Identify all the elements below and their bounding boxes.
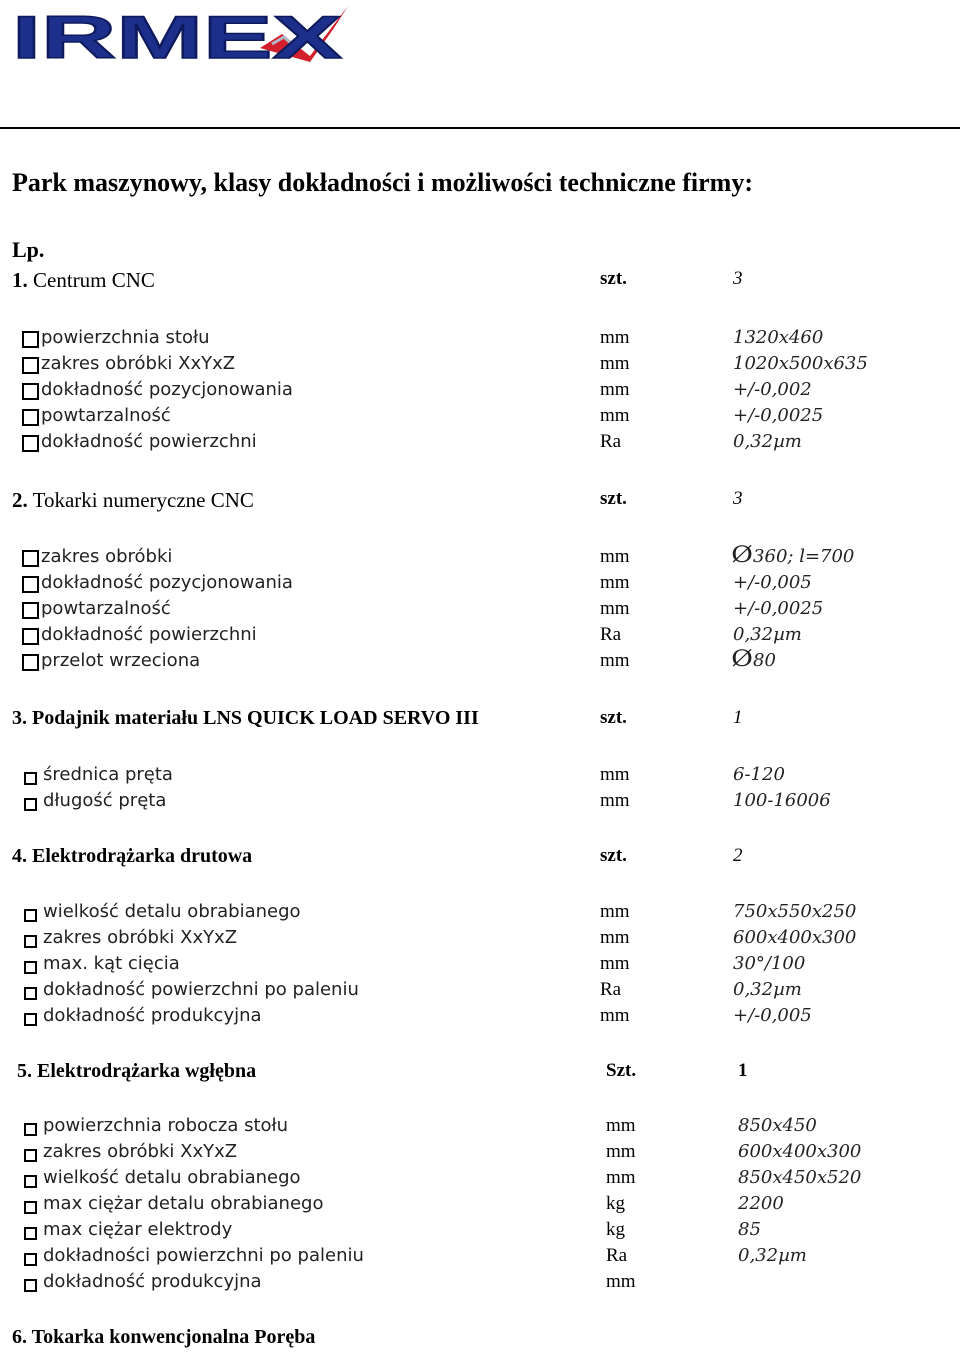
spec-row	[0, 1005, 960, 1031]
spec-unit: mm	[600, 546, 630, 567]
spec-label: wielkość detalu obrabianego	[43, 1167, 301, 1188]
spec-unit: mm	[600, 927, 630, 948]
spec-unit: Ra	[600, 624, 622, 645]
checkbox-icon	[22, 435, 39, 452]
checkbox-icon	[24, 1123, 37, 1136]
section-unit: szt.	[600, 488, 627, 509]
spec-label: długość pręta	[43, 790, 167, 811]
spec-unit: mm	[600, 379, 630, 400]
section-number: 2.	[12, 488, 28, 512]
checkbox-icon	[24, 961, 37, 974]
spec-label: max ciężar detalu obrabianego	[43, 1193, 324, 1214]
section-unit: Szt.	[606, 1060, 637, 1081]
checkbox-icon	[24, 1227, 37, 1240]
section-2-header	[0, 488, 960, 518]
lp-label: Lp.	[12, 237, 45, 262]
spec-label: dokładność powierzchni	[41, 624, 257, 645]
section-unit: szt.	[600, 268, 627, 289]
spec-row	[0, 598, 960, 624]
spec-value: 850x450	[738, 1115, 817, 1136]
spec-value: 6-120	[733, 764, 785, 785]
checkbox-icon	[22, 654, 39, 671]
spec-value: 30°/100	[733, 953, 806, 974]
checkbox-icon	[22, 383, 39, 400]
spec-row	[0, 927, 960, 953]
section-name: Podajnik materiału LNS QUICK LOAD SERVO III	[32, 707, 479, 729]
section-name: Tokarka konwencjonalna Poręba	[31, 1326, 316, 1348]
spec-value: 1320x460	[733, 327, 824, 348]
spec-row	[0, 405, 960, 431]
spec-row	[0, 431, 960, 457]
spec-value: 600x400x300	[733, 927, 857, 948]
spec-row	[0, 1141, 960, 1167]
checkbox-icon	[22, 602, 39, 619]
spec-value: 1020x500x635	[733, 353, 868, 374]
spec-label: przelot wrzeciona	[41, 650, 201, 671]
spec-unit: kg	[606, 1193, 625, 1214]
spec-unit: mm	[600, 953, 630, 974]
checkbox-icon	[24, 909, 37, 922]
spec-value: +/-0,005	[733, 1005, 812, 1026]
section-qty: 1	[733, 707, 743, 728]
checkbox-icon	[24, 1149, 37, 1162]
section-number: 3.	[12, 707, 27, 729]
checkbox-icon	[24, 1279, 37, 1292]
spec-label: powtarzalność	[41, 405, 171, 426]
spec-value: Ø360; l=700	[731, 543, 855, 568]
spec-row	[0, 953, 960, 979]
spec-value: +/-0,0025	[733, 598, 824, 619]
spec-value: 850x450x520	[738, 1167, 862, 1188]
spec-row	[0, 543, 960, 572]
section-qty: 2	[733, 845, 743, 866]
spec-label: powierzchnia robocza stołu	[43, 1115, 289, 1136]
spec-unit: mm	[600, 327, 630, 348]
spec-row	[0, 764, 960, 790]
spec-unit: mm	[606, 1115, 636, 1136]
spec-unit: mm	[606, 1141, 636, 1162]
spec-unit: mm	[600, 790, 630, 811]
spec-row	[0, 624, 960, 650]
section-6-header	[0, 1326, 960, 1356]
spec-value: 0,32µm	[733, 431, 802, 452]
checkbox-icon	[22, 550, 39, 567]
spec-row	[0, 379, 960, 405]
section-number: 6.	[12, 1326, 27, 1348]
section-qty: 1	[738, 1060, 748, 1081]
irmex-logo	[10, 4, 350, 66]
spec-row	[0, 353, 960, 379]
spec-label: dokładność produkcyjna	[43, 1005, 262, 1026]
header-divider	[0, 127, 960, 129]
spec-value: 0,32µm	[733, 979, 802, 1000]
checkbox-icon	[22, 357, 39, 374]
checkbox-icon	[22, 576, 39, 593]
section-4-header	[0, 845, 960, 875]
spec-row	[0, 647, 960, 676]
spec-value: 0,32µm	[738, 1245, 807, 1266]
section-number: 5.	[17, 1060, 32, 1082]
spec-row	[0, 1167, 960, 1193]
spec-unit: mm	[600, 353, 630, 374]
spec-unit: Ra	[600, 979, 622, 1000]
spec-row	[0, 327, 960, 353]
spec-unit: mm	[600, 764, 630, 785]
spec-label: dokładność produkcyjna	[43, 1271, 262, 1292]
spec-label: max. kąt cięcia	[43, 953, 180, 974]
spec-row	[0, 1193, 960, 1219]
spec-unit: mm	[606, 1167, 636, 1188]
spec-label: dokładność pozycjonowania	[41, 572, 293, 593]
spec-row	[0, 790, 960, 816]
spec-row	[0, 979, 960, 1005]
section-5-header	[0, 1060, 960, 1090]
spec-label: dokładności powierzchni po paleniu	[43, 1245, 364, 1266]
spec-row	[0, 1219, 960, 1245]
section-unit: szt.	[600, 707, 627, 728]
spec-unit: mm	[600, 650, 630, 671]
spec-label: max ciężar elektrody	[43, 1219, 233, 1240]
checkbox-icon	[24, 772, 37, 785]
spec-value: +/-0,0025	[733, 405, 824, 426]
spec-label: wielkość detalu obrabianego	[43, 901, 301, 922]
spec-unit: mm	[600, 1005, 630, 1026]
spec-value: 100-16006	[733, 790, 831, 811]
spec-label: dokładność powierzchni	[41, 431, 257, 452]
spec-label: zakres obróbki	[41, 546, 173, 567]
checkbox-icon	[22, 409, 39, 426]
spec-label: zakres obróbki XxYxZ	[43, 1141, 238, 1162]
spec-value: +/-0,005	[733, 572, 812, 593]
spec-label: zakres obróbki XxYxZ	[41, 353, 236, 374]
checkbox-icon	[24, 987, 37, 1000]
section-qty: 3	[733, 268, 743, 289]
checkbox-icon	[24, 1253, 37, 1266]
section-1-header	[0, 268, 960, 298]
spec-unit: mm	[600, 405, 630, 426]
checkbox-icon	[24, 1201, 37, 1214]
spec-value: 750x550x250	[733, 901, 857, 922]
spec-value: 600x400x300	[738, 1141, 862, 1162]
spec-row	[0, 572, 960, 598]
spec-value: +/-0,002	[733, 379, 812, 400]
spec-row	[0, 1245, 960, 1271]
spec-unit: mm	[600, 572, 630, 593]
spec-label: zakres obróbki XxYxZ	[43, 927, 238, 948]
checkbox-icon	[24, 1013, 37, 1026]
section-name: Elektrodrążarka wgłębna	[37, 1060, 257, 1082]
spec-label: powierzchnia stołu	[41, 327, 210, 348]
spec-row	[0, 1271, 960, 1297]
section-unit: szt.	[600, 845, 627, 866]
spec-label: dokładność powierzchni po paleniu	[43, 979, 359, 1000]
diameter-icon: Ø	[731, 543, 753, 568]
section-number: 1.	[12, 268, 28, 292]
checkbox-icon	[22, 331, 39, 348]
spec-value: Ø80	[731, 647, 776, 672]
spec-row	[0, 1115, 960, 1141]
section-number: 4.	[12, 845, 27, 867]
logo-text: IRMEX	[12, 4, 342, 66]
spec-unit: mm	[606, 1271, 636, 1292]
page-title: Park maszynowy, klasy dokładności i możliwości techniczne firmy:	[12, 168, 753, 197]
spec-unit: kg	[606, 1219, 625, 1240]
checkbox-icon	[24, 935, 37, 948]
spec-unit: Ra	[600, 431, 622, 452]
checkbox-icon	[22, 628, 39, 645]
section-name: Elektrodrążarka drutowa	[32, 845, 253, 867]
section-qty: 3	[733, 488, 743, 509]
section-name: Tokarki numeryczne CNC	[32, 488, 254, 512]
checkbox-icon	[24, 1175, 37, 1188]
diameter-icon: Ø	[731, 647, 753, 672]
spec-unit: mm	[600, 598, 630, 619]
section-name: Centrum CNC	[33, 268, 155, 292]
spec-label: dokładność pozycjonowania	[41, 379, 293, 400]
checkbox-icon	[24, 798, 37, 811]
spec-value: 2200	[738, 1193, 784, 1214]
spec-unit: Ra	[606, 1245, 628, 1266]
section-3-header	[0, 707, 960, 737]
spec-value: 85	[738, 1219, 761, 1240]
spec-value: 0,32µm	[733, 624, 802, 645]
spec-label: średnica pręta	[43, 764, 173, 785]
spec-row	[0, 901, 960, 927]
spec-label: powtarzalność	[41, 598, 171, 619]
spec-unit: mm	[600, 901, 630, 922]
